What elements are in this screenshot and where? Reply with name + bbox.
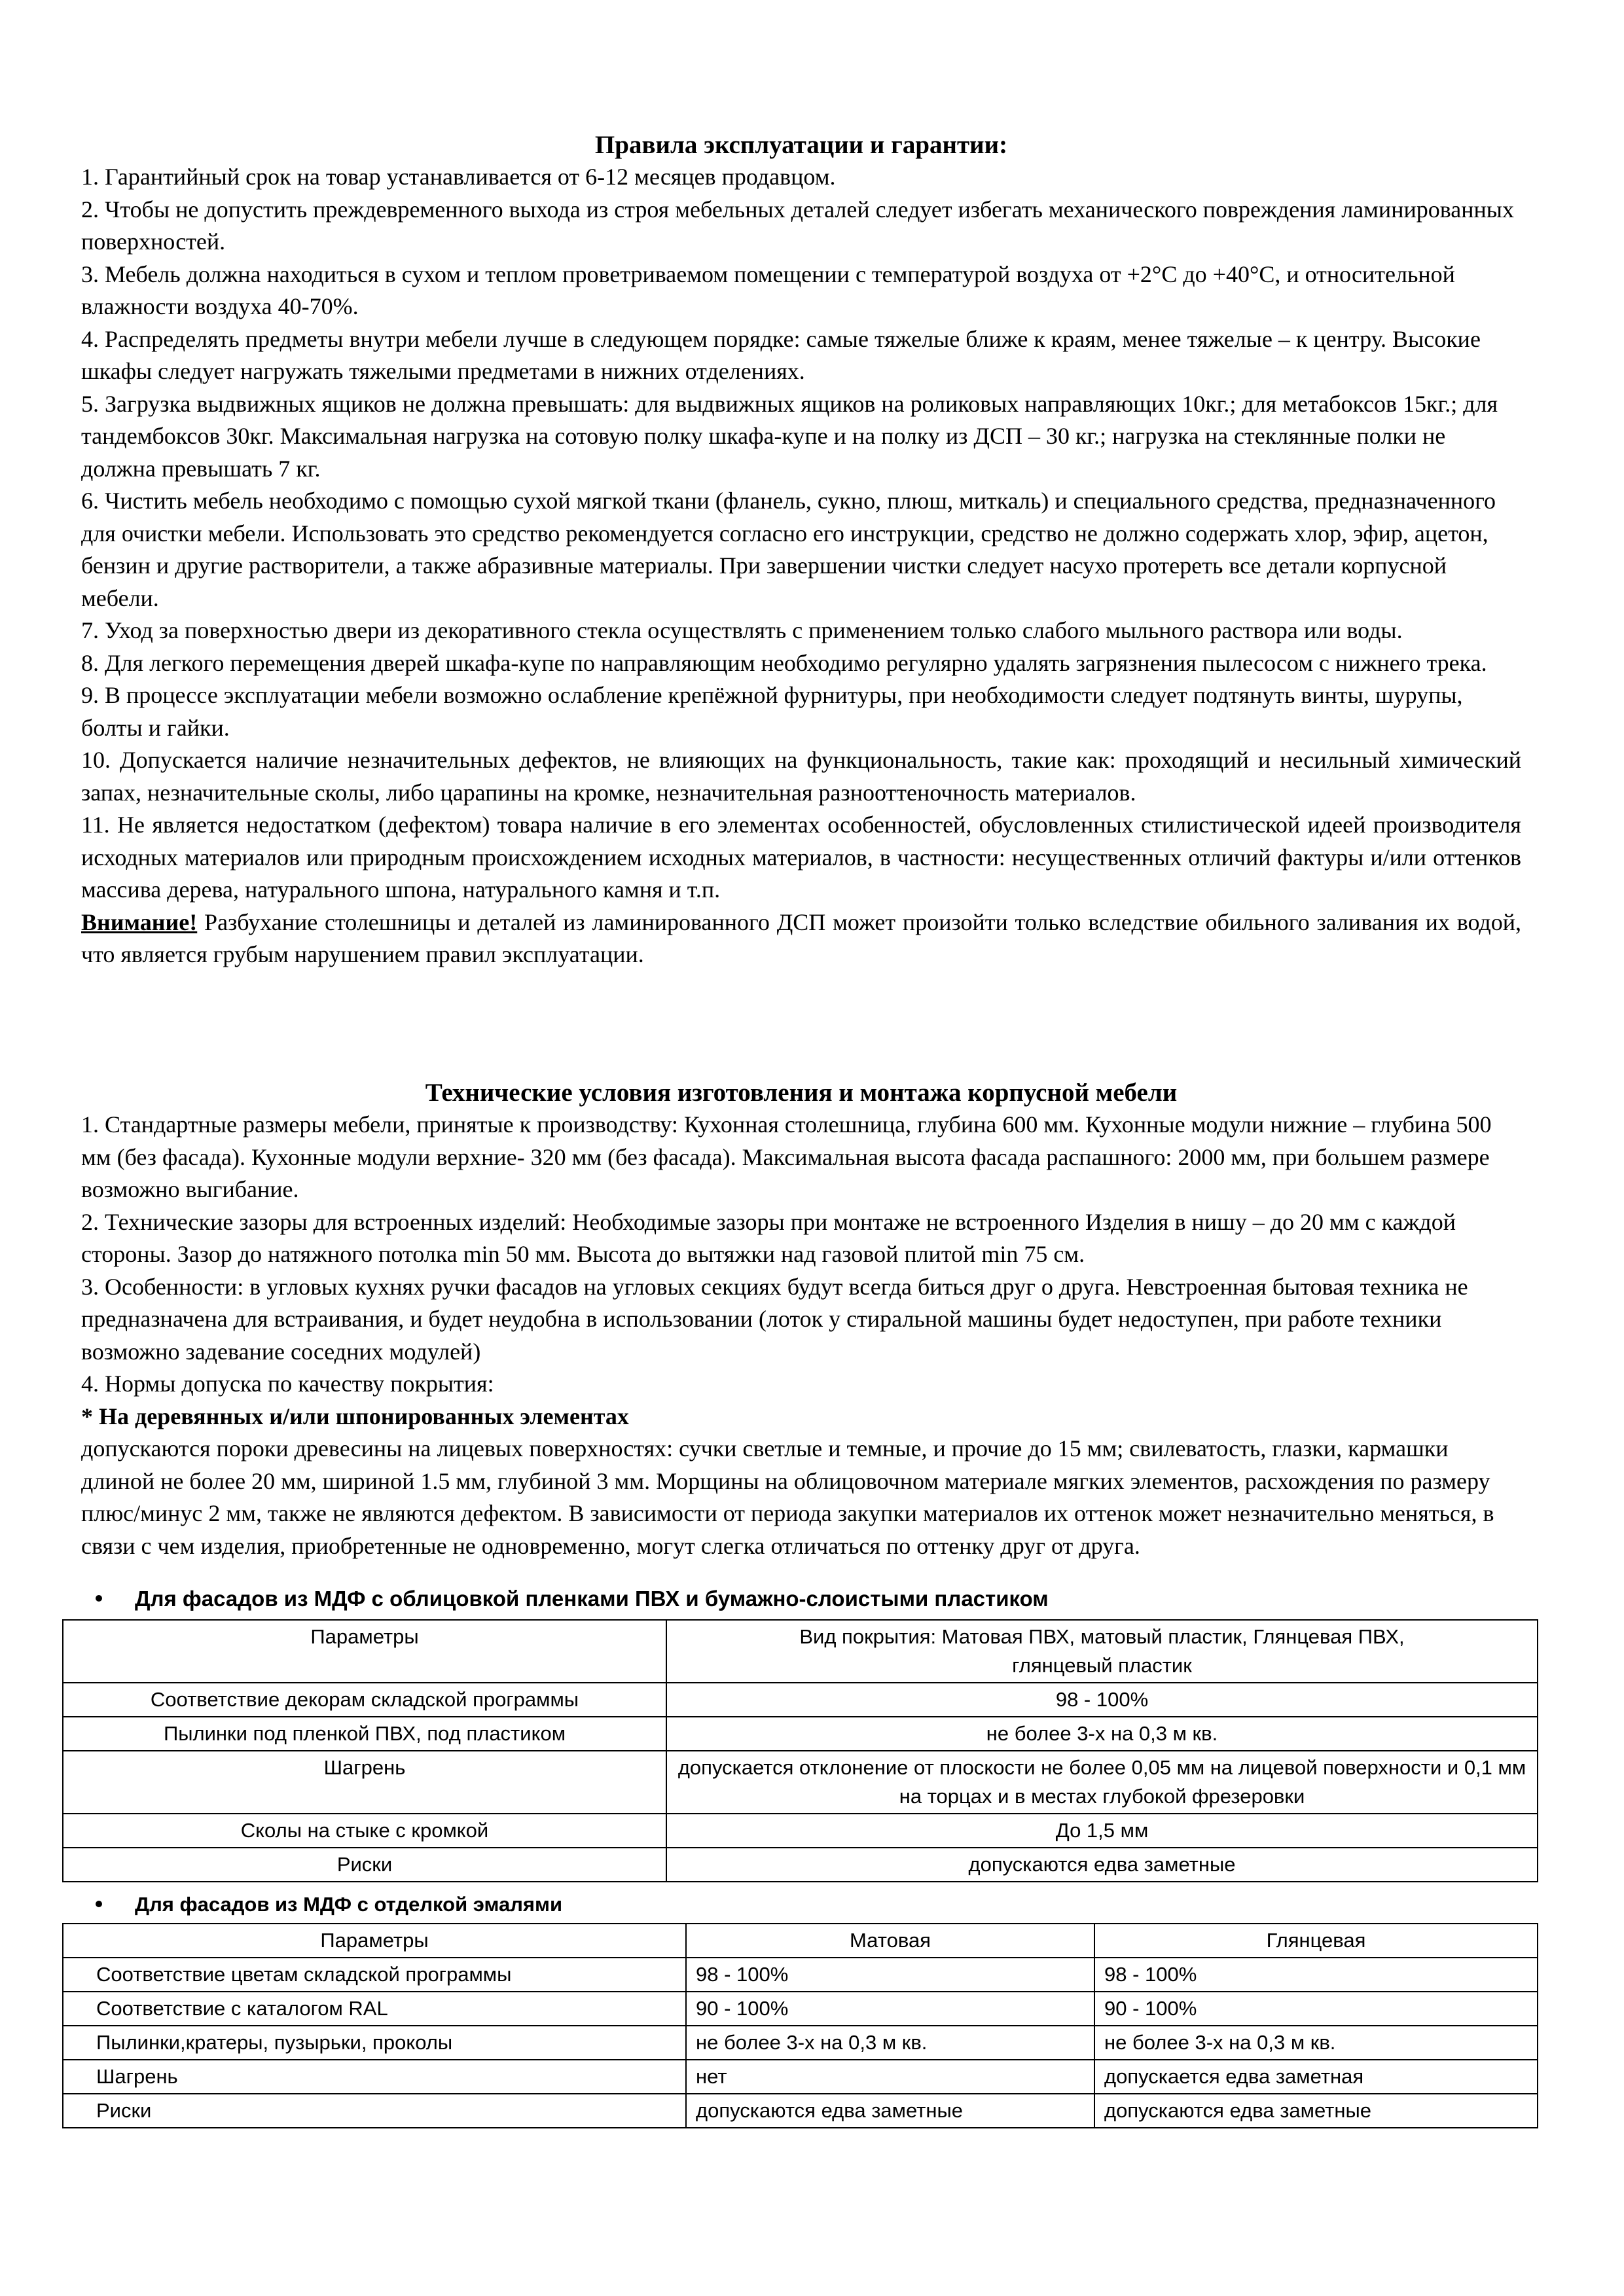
table-row <box>63 1814 1538 1848</box>
table-row <box>63 2094 1538 2128</box>
table1-heading <box>96 1585 1049 1613</box>
enamel-facade-table <box>62 1923 1538 2128</box>
veneer-text: допускаются пороки древесины на лицевых поверхностях: сучки светлые и темные, и прочие до 15 мм; свилеватость, глазки, кармашки длиной не более 20 мм, шириной 1.5 мм, глубиной 3 мм. Морщины на облицовочном материале мягких элементов, расхождения по размеру плюс/минус 2 мм, также не являются дефектом. В зависимости от периода закупки материалов их оттенок может незначительно меняться, в связи с чем изделия, приобретенные не одновременно, могут слегка отличаться по оттенку друг от друга. <box>81 1435 1494 1559</box>
table-cell: допускается отклонение от плоскости не более 0,05 мм на лицевой поверхности и 0,1 мм на торцах и в местах глубокой фрезеровки <box>666 1751 1538 1814</box>
table-header-cell: Параметры <box>63 1620 666 1683</box>
table-cell: Соответствие декорам складской программы <box>63 1683 666 1717</box>
rules-item-8: 8. Для легкого перемещения дверей шкафа-купе по направляющим необходимо регулярно удалять загрязнения пылесосом с нижнего трека. <box>81 649 1487 676</box>
table-cell: 98 - 100% <box>686 1958 1094 1992</box>
rules-item-4: 4. Распределять предметы внутри мебели лучше в следующем порядке: самые тяжелые ближе к краям, менее тяжелые – к центру. Высокие шкафы следует нагружать тяжелыми предметами в нижних отделениях. <box>81 325 1481 384</box>
table-row <box>63 1848 1538 1882</box>
table-cell: 98 - 100% <box>666 1683 1538 1717</box>
table-cell: Риски <box>63 1848 666 1882</box>
bullet-icon <box>96 1595 102 1602</box>
table-header-cell: Матовая <box>686 1924 1094 1958</box>
tech-item-2: 2. Технические зазоры для встроенных изделий: Необходимые зазоры при монтаже не встроенного Изделия в нишу – до 20 мм с каждой стороны. Зазор до натяжного потолка min 50 мм. Высота до вытяжки над газовой плитой min 75 см. <box>81 1208 1456 1267</box>
table-cell: допускаются едва заметные <box>686 2094 1094 2128</box>
rules-item-7: 7. Уход за поверхностью двери из декоративного стекла осуществлять с применением только слабого мыльного раствора или воды. <box>81 617 1403 643</box>
table-row <box>63 2026 1538 2060</box>
table-cell: Пылинки,кратеры, пузырьки, проколы <box>63 2026 686 2060</box>
table-cell: Соответствие цветам складской программы <box>63 1958 686 1992</box>
table-cell: нет <box>686 2060 1094 2094</box>
table-cell: допускаются едва заметные <box>1094 2094 1538 2128</box>
rules-item-9: 9. В процессе эксплуатации мебели возможно ослабление крепёжной фурнитуры, при необходимости следует подтянуть винты, шурупы, болты и гайки. <box>81 682 1463 741</box>
table-row <box>63 1717 1538 1751</box>
header-line: глянцевый пластик <box>1012 1654 1192 1677</box>
rules-item-10: 10. Допускается наличие незначительных дефектов, не влияющих на функциональность, такие как: проходящий и несильный химический запах, незначительные сколы, либо царапины на кромке, незначительная разнооттеночность материалов. <box>81 747 1521 806</box>
rules-section <box>81 129 1521 971</box>
table-row <box>63 1958 1538 1992</box>
tech-title: Технические условия изготовления и монтажа корпусной мебели <box>425 1079 1178 1107</box>
table-row <box>63 2060 1538 2094</box>
rules-item-5: 5. Загрузка выдвижных ящиков не должна превышать: для выдвижных ящиков на роликовых направляющих 10кг.; для метабоксов 15кг.; для тандембоксов 30кг. Максимальная нагрузка на сотовую полку шкафа-купе и на полку из ДСП – 30 кг.; нагрузка на стеклянные полки не должна превышать 7 кг. <box>81 390 1498 482</box>
rules-item-1: 1. Гарантийный срок на товар устанавливается от 6-12 месяцев продавцом. <box>81 164 836 190</box>
table-row <box>63 1683 1538 1717</box>
veneer-subheading: * На деревянных и/или шпонированных элементах <box>81 1403 629 1429</box>
table2-heading-text: Для фасадов из МДФ с отделкой эмалями <box>135 1893 562 1916</box>
table-cell: не более 3-х на 0,3 м кв. <box>686 2026 1094 2060</box>
table-header-row <box>63 1620 1538 1683</box>
table-cell: Шагрень <box>63 2060 686 2094</box>
warning-text: Разбухание столешницы и деталей из ламинированного ДСП может произойти только вследствие обильного заливания их водой, что является грубым нарушением правил эксплуатации. <box>81 908 1521 967</box>
table-row <box>63 1992 1538 2026</box>
table-cell: не более 3-х на 0,3 м кв. <box>666 1717 1538 1751</box>
table-cell: 90 - 100% <box>686 1992 1094 2026</box>
header-line: Вид покрытия: Матовая ПВХ, матовый пластик, Глянцевая ПВХ, <box>799 1625 1405 1648</box>
table-cell: 98 - 100% <box>1094 1958 1538 1992</box>
rules-item-2: 2. Чтобы не допустить преждевременного выхода из строя мебельных деталей следует избегать механического повреждения ламинированных поверхностей. <box>81 196 1514 255</box>
tech-item-3: 3. Особенности: в угловых кухнях ручки фасадов на угловых секциях будут всегда биться друг о друга. Невстроенная бытовая техника не предназначена для встраивания, и будет неудобна в использовании (лоток у стиральной машины будет недоступен, при работе техники возможно задевание соседних модулей) <box>81 1273 1468 1365</box>
table-header-cell: Глянцевая <box>1094 1924 1538 1958</box>
table-row <box>63 1751 1538 1814</box>
table-cell: Сколы на стыке с кромкой <box>63 1814 666 1848</box>
table-cell: До 1,5 мм <box>666 1814 1538 1848</box>
rules-item-3: 3. Мебель должна находиться в сухом и теплом проветриваемом помещении с температурой воздуха от +2°С до +40°С, и относительной влажности воздуха 40-70%. <box>81 260 1455 319</box>
table-header-cell: Параметры <box>63 1924 686 1958</box>
rules-item-6: 6. Чистить мебель необходимо с помощью сухой мягкой ткани (фланель, сукно, плюш, миткаль) и специального средства, предназначенного для очистки мебели. Использовать это средство рекомендуется согласно его инструкции, средство не должно содержать хлор, эфир, ацетон, бензин и другие растворители, а также абразивные материалы. При завершении чистки следует насухо протереть все детали корпусной мебели. <box>81 488 1496 611</box>
rules-title: Правила эксплуатации и гарантии: <box>594 131 1008 159</box>
table-cell: Риски <box>63 2094 686 2128</box>
table-cell: не более 3-х на 0,3 м кв. <box>1094 2026 1538 2060</box>
table-cell: Соответствие с каталогом RAL <box>63 1992 686 2026</box>
table-cell: Пылинки под пленкой ПВХ, под пластиком <box>63 1717 666 1751</box>
table-cell: 90 - 100% <box>1094 1992 1538 2026</box>
table-header-cell <box>666 1620 1538 1683</box>
table2-heading <box>96 1892 562 1918</box>
rules-item-11: 11. Не является недостатком (дефектом) товара наличие в его элементах особенностей, обусловленных стилистической идеей производителя исходных материалов или природным происхождением исходных материалов, в частности: несущественных отличий фактуры и/или оттенков массива дерева, натурального шпона, натурального камня и т.п. <box>81 812 1521 903</box>
table1-heading-text: Для фасадов из МДФ с облицовкой пленками ПВХ и бумажно-слоистыми пластиком <box>135 1587 1049 1611</box>
warning-paragraph <box>81 906 1521 971</box>
tech-item-1: 1. Стандартные размеры мебели, принятые к производству: Кухонная столешница, глубина 600 мм. Кухонные модули нижние – глубина 500 мм (без фасада). Кухонные модули верхние- 320 мм (без фасада). Максимальная высота фасада распашного: 2000 мм, при большем размере возможно выгибание. <box>81 1111 1492 1202</box>
table-header-row <box>63 1924 1538 1958</box>
tech-item-4: 4. Нормы допуска по качеству покрытия: <box>81 1371 494 1397</box>
table-cell: допускаются едва заметные <box>666 1848 1538 1882</box>
table-cell: допускается едва заметная <box>1094 2060 1538 2094</box>
table-cell: Шагрень <box>63 1751 666 1814</box>
pvc-facade-table <box>62 1619 1538 1882</box>
warning-label: Внимание! <box>81 908 198 935</box>
tech-section <box>81 1077 1521 1562</box>
bullet-icon <box>96 1901 102 1907</box>
